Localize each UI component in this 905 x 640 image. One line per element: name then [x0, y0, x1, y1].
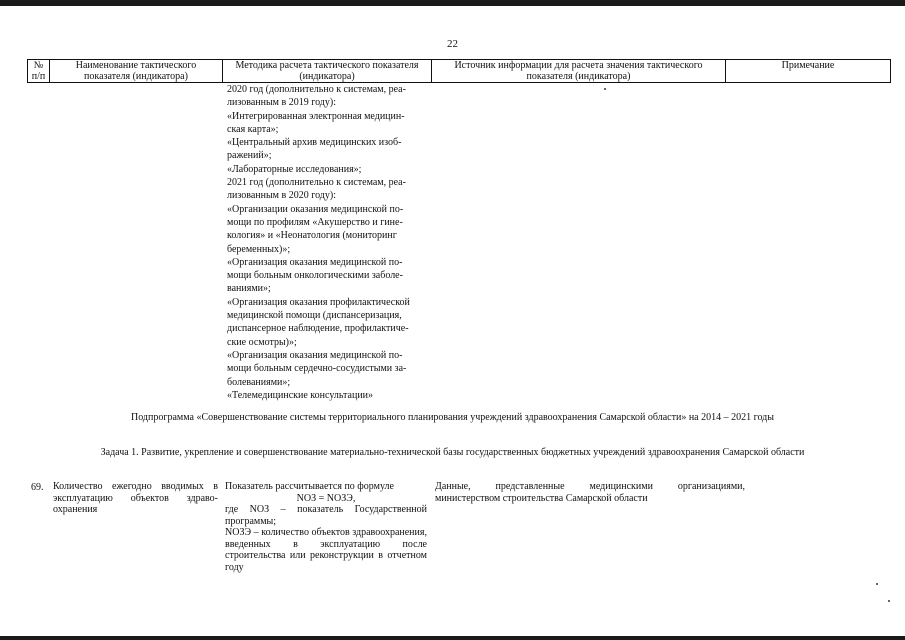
table-header [27, 59, 891, 83]
method-nozz: NОЗЭ – количество объектов здравоохранения, введенных в эксплуатацию после строительства или реконструкции в отчетном году [225, 527, 427, 573]
continuation-line: ская карта»; [227, 123, 279, 135]
continuation-line: «Организация оказания медицинской по- [227, 349, 403, 361]
continuation-line: кология» и «Неонатология (мониторинг [227, 230, 397, 242]
continuation-line: мощи по профилям «Акушерство и гине- [227, 216, 403, 228]
scan-speck [888, 600, 890, 602]
continuation-line: диспансерное наблюдение, профилактиче- [227, 323, 409, 335]
scan-speck [876, 583, 878, 585]
header-col-source: Источник информации для расчета значения тактического показателя (индикатора) [432, 60, 726, 83]
continuation-line: беременных)»; [227, 243, 291, 255]
continuation-line: медицинской помощи (диспансеризация, [227, 310, 402, 322]
method-intro: Показатель рассчитывается по формуле [225, 481, 394, 492]
page-number: 22 [447, 38, 458, 50]
continuation-line: мощи больным сердечно-сосудистыми за- [227, 363, 407, 375]
continuation-line: «Организации оказания медицинской по- [227, 203, 404, 215]
row-69-source: Данные, представленные медицинскими организациями, министерством строительства Самарской области [435, 481, 745, 504]
method-formula: NОЗ = NОЗЭ, [296, 492, 356, 504]
subprogram-heading: Подпрограмма «Совершенствование системы территориального планирования учреждений здравоохранения Самарской области» на 2014 – 2021 годы [131, 412, 774, 423]
continuation-line: лизованным в 2019 году): [227, 97, 336, 109]
task-heading: Задача 1. Развитие, укрепление и совершенствование материально-технической базы государственных бюджетных учреждений здравоохранения Самарской области [100, 447, 805, 458]
continuation-line: 2021 год (дополнительно к системам, реа- [227, 177, 406, 189]
scan-top-edge [0, 0, 905, 6]
row-69-number: 69. [31, 482, 44, 493]
continuation-line: 2020 год (дополнительно к системам, реа- [227, 84, 406, 95]
header-col-note: Примечание [726, 60, 891, 83]
header-col-name: Наименование тактического показателя (индикатора) [50, 60, 223, 83]
method-continuation [227, 83, 427, 402]
method-where: где NОЗ – показатель Государственной программы; [225, 504, 427, 527]
scan-bottom-edge [0, 636, 905, 640]
continuation-line: ражений»; [227, 150, 272, 162]
continuation-line: «Организация оказания медицинской по- [227, 256, 403, 268]
continuation-line: «Лабораторные исследования»; [227, 163, 362, 175]
header-col-number: № п/п [28, 60, 50, 83]
continuation-line: мощи больным онкологическими заболе- [227, 270, 403, 282]
row-69-method [225, 481, 427, 573]
continuation-line: «Организация оказания профилактической [227, 296, 410, 308]
continuation-line: болеваниями»; [227, 376, 291, 388]
row-69-indicator-name: Количество ежегодно вводимых в эксплуатацию объектов здраво-охранения [53, 481, 218, 515]
continuation-line: «Центральный архив медицинских изоб- [227, 137, 402, 149]
continuation-line: лизованным в 2020 году): [227, 190, 336, 202]
continuation-line: ваниями»; [227, 283, 271, 295]
continuation-line: «Интегрированная электронная медицин- [227, 110, 405, 122]
header-col-method: Методика расчета тактического показателя (индикатора) [223, 60, 432, 83]
continuation-line: «Телемедицинские консультации» [227, 389, 374, 401]
scan-speck [604, 88, 606, 90]
continuation-line: ские осмотры)»; [227, 336, 297, 348]
